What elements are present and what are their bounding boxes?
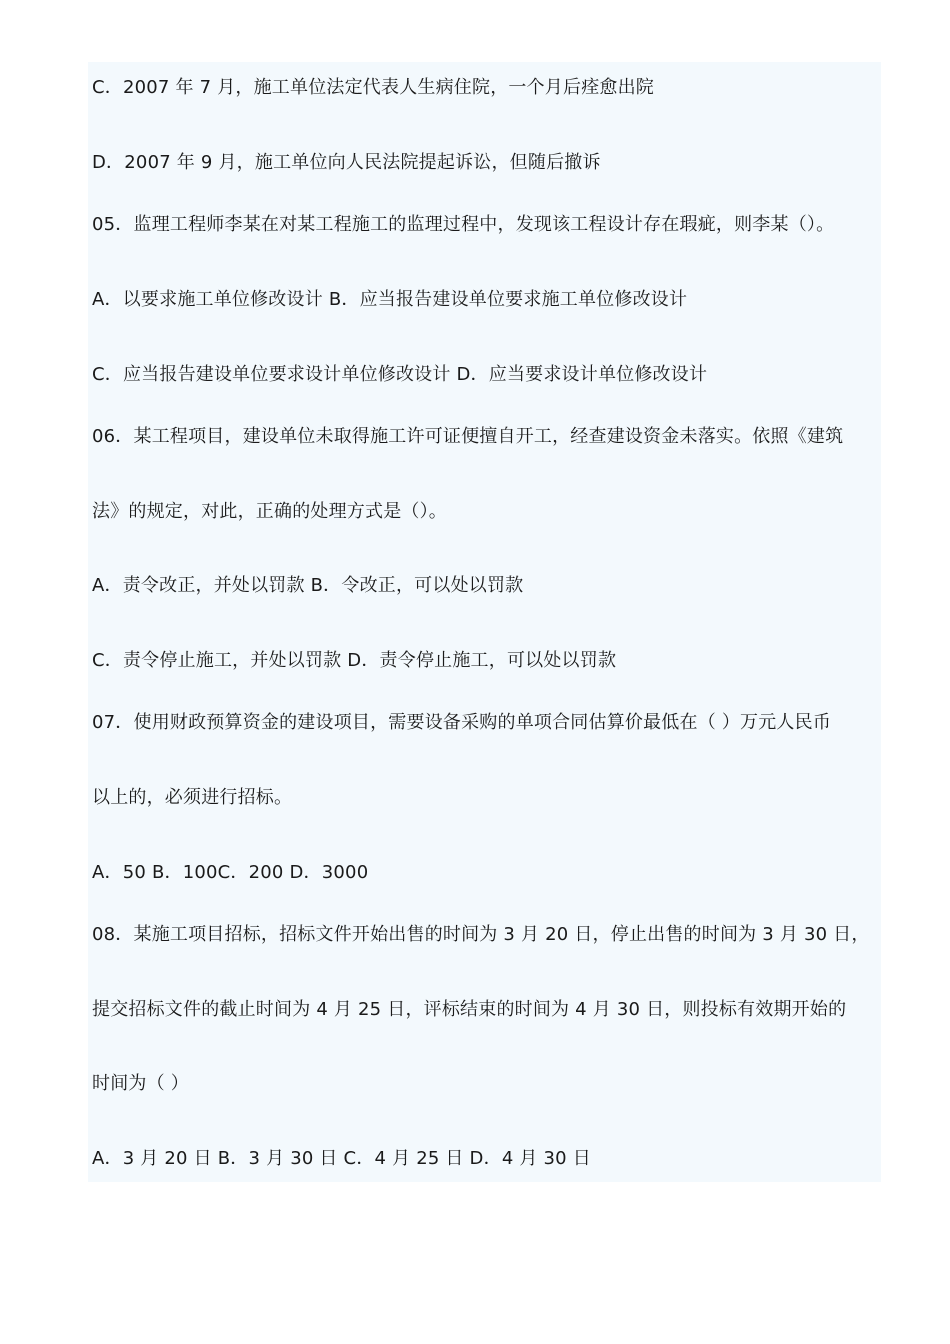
question-07-text-line-2: 以上的，必须进行招标。	[92, 787, 293, 808]
question-08-text-line-2: 提交招标文件的截止时间为 4 月 25 日，评标结束的时间为 4 月 30 日，则投标有效期开始的	[92, 999, 847, 1020]
question-06-options-cd: C．责令停止施工，并处以罚款 D．责令停止施工，可以处以罚款	[92, 650, 617, 671]
question-05-text: 05．监理工程师李某在对某工程施工的监理过程中，发现该工程设计存在瑕疵，则李某（）。	[92, 214, 835, 235]
question-07-options: A．50 B．100C．200 D．3000	[92, 862, 369, 883]
question-06-options-ab: A．责令改正，并处以罚款 B．令改正，可以处以罚款	[92, 575, 524, 596]
question-06-text-line-2: 法》的规定，对此，正确的处理方式是（）。	[92, 501, 447, 522]
question-08-text-line-3: 时间为（ ）	[92, 1073, 189, 1094]
question-05-options-cd: C．应当报告建设单位要求设计单位修改设计 D．应当要求设计单位修改设计	[92, 364, 708, 385]
question-05-options-ab: A．以要求施工单位修改设计 B．应当报告建设单位要求施工单位修改设计	[92, 289, 688, 310]
question-07-text-line-1: 07．使用财政预算资金的建设项目，需要设备采购的单项合同估算价最低在（ ）万元人民币	[92, 712, 832, 733]
question-04-option-c: C．2007 年 7 月，施工单位法定代表人生病住院，一个月后痊愈出院	[92, 77, 654, 98]
question-08-text-line-1: 08．某施工项目招标，招标文件开始出售的时间为 3 月 20 日，停止出售的时间为 3 月 30 日，	[92, 924, 870, 945]
question-08-options: A．3 月 20 日 B．3 月 30 日 C．4 月 25 日 D．4 月 30 日	[92, 1148, 591, 1169]
question-06-text-line-1: 06．某工程项目，建设单位未取得施工许可证便擅自开工，经查建设资金未落实。依照《建筑	[92, 426, 844, 447]
question-04-option-d: D．2007 年 9 月，施工单位向人民法院提起诉讼，但随后撤诉	[92, 152, 601, 173]
